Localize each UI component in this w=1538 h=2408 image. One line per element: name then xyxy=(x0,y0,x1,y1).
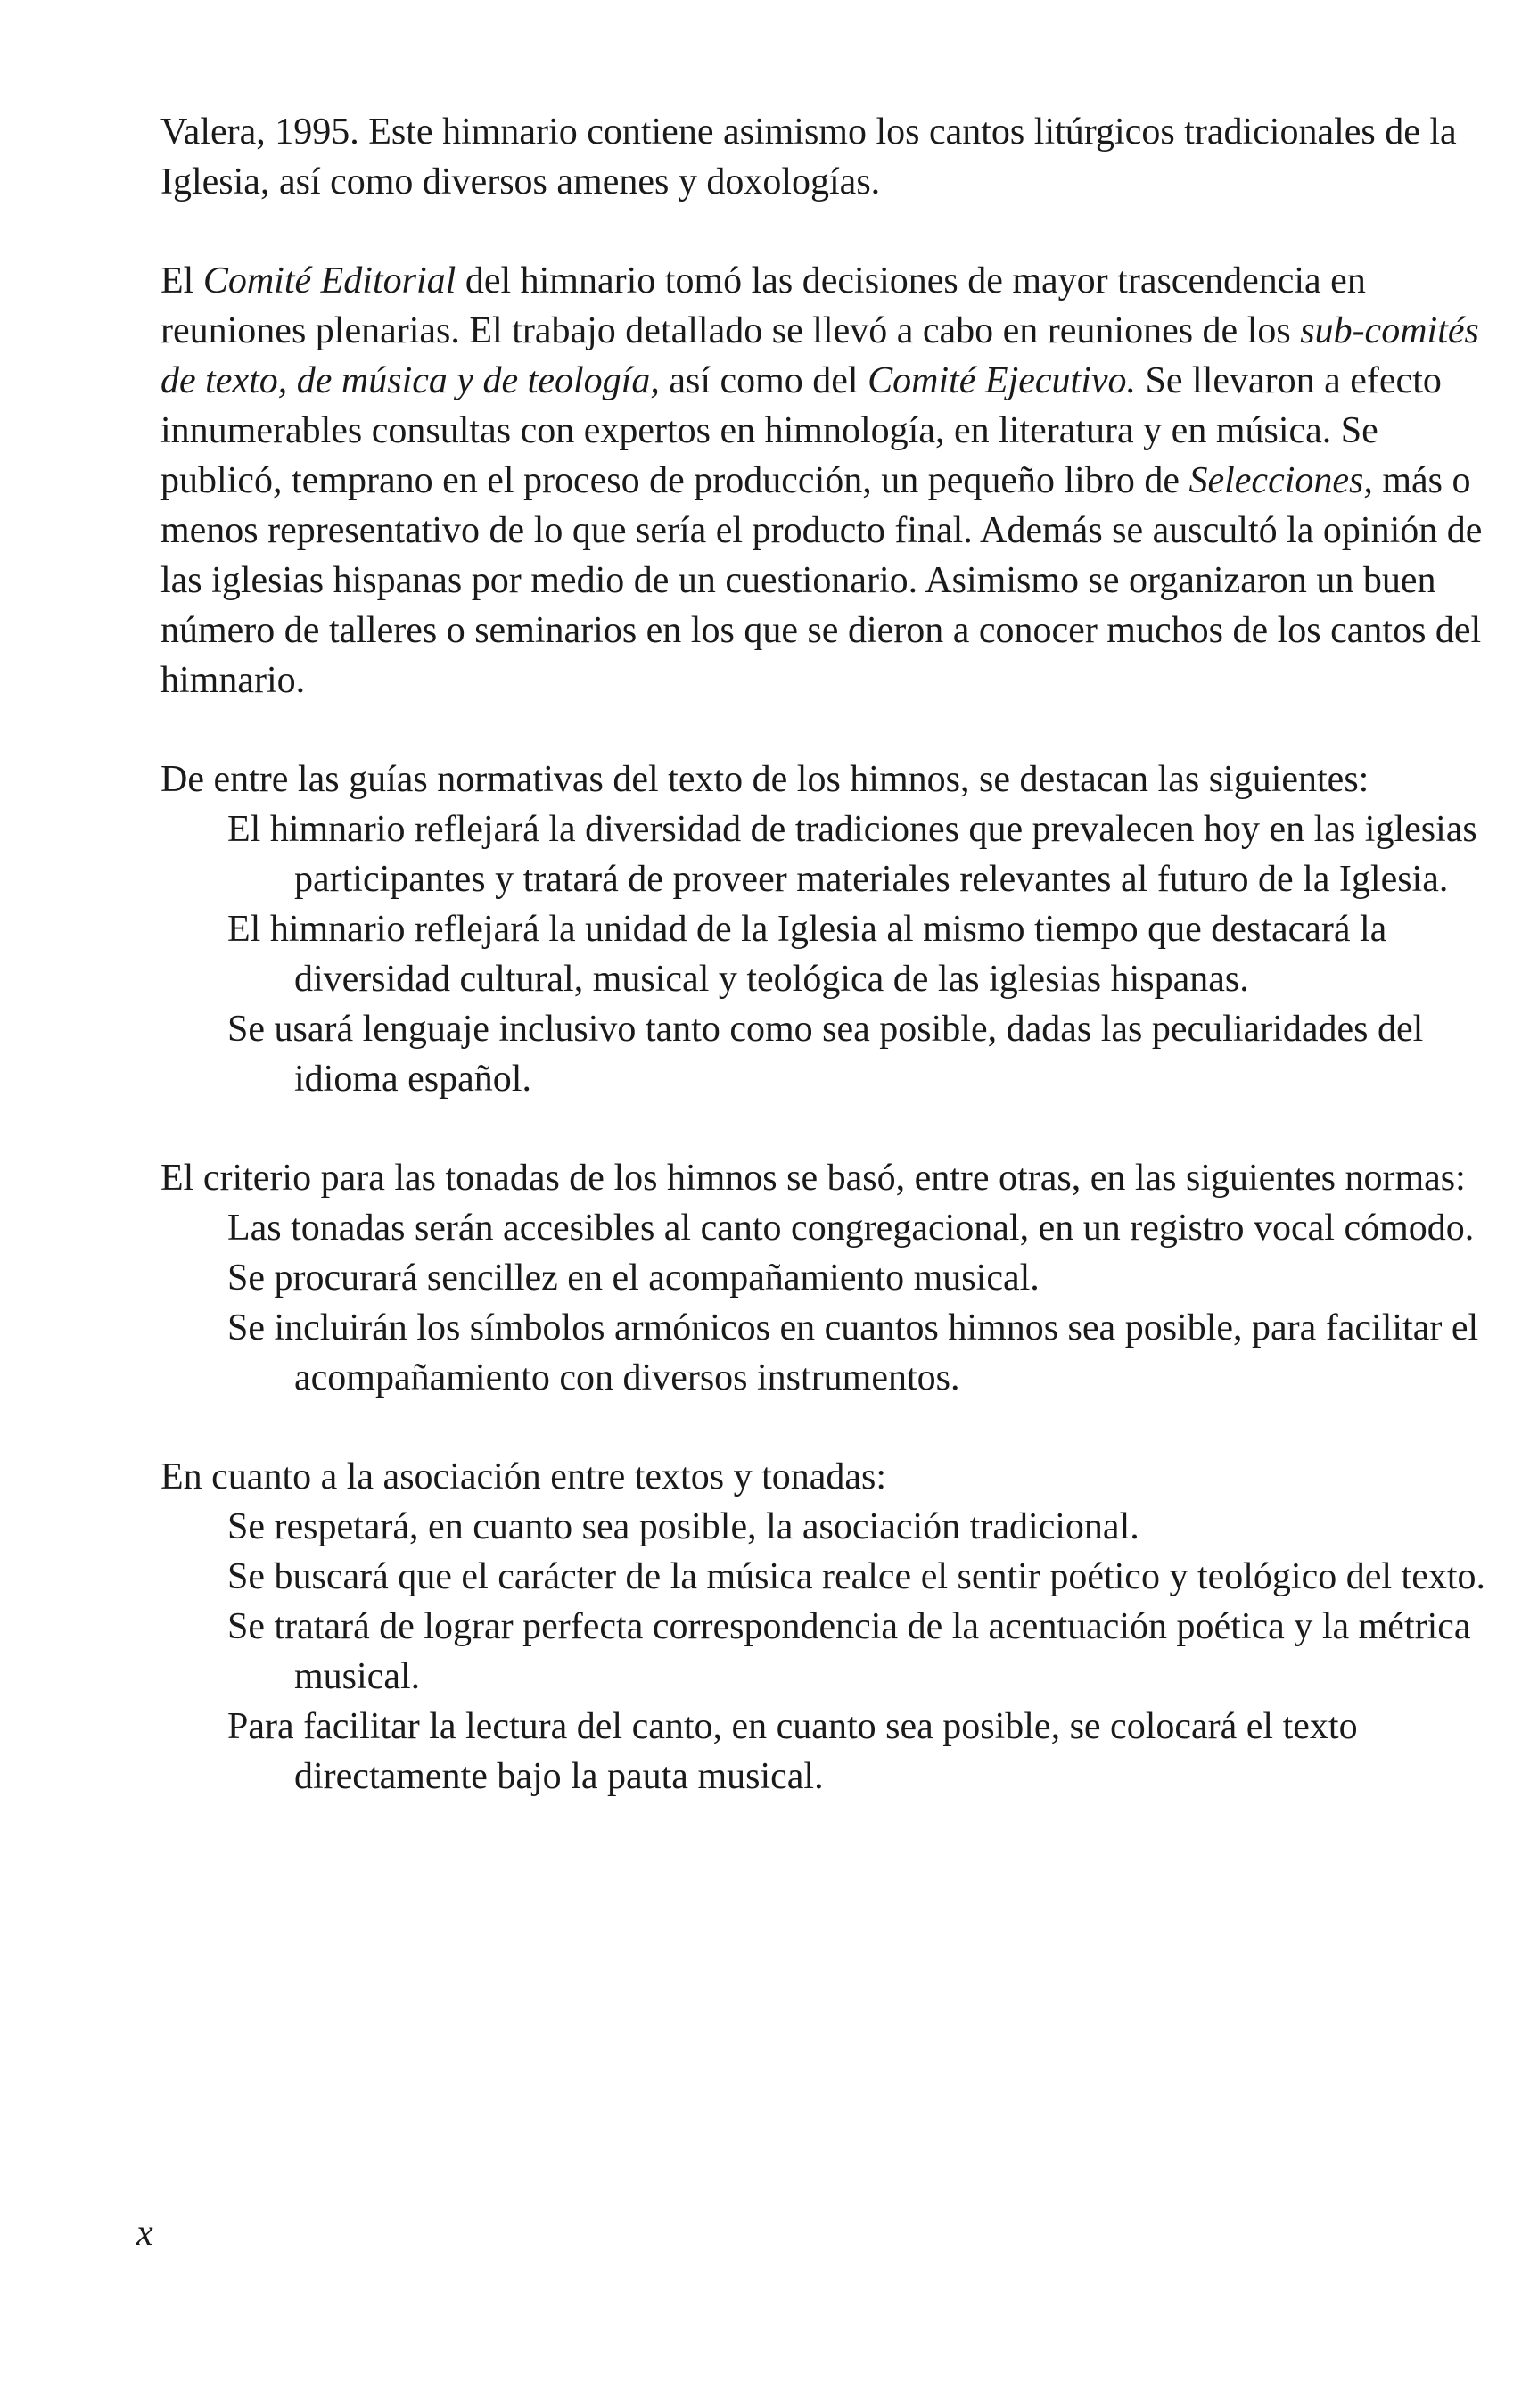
list-item xyxy=(160,1552,1489,1602)
list-item xyxy=(160,1004,1489,1104)
comite-ejecutivo-term: Comité Ejecutivo. xyxy=(868,360,1137,401)
list-item xyxy=(160,1502,1489,1552)
list-item-text: El himnario reflejará la diversidad de tradiciones que prevalecen hoy en las iglesias participantes y tratará de proveer materiales relevantes al futuro de la Iglesia. xyxy=(227,809,1477,900)
list-item-text: Las tonadas serán accesibles al canto congregacional, en un registro vocal cómodo. xyxy=(227,1208,1475,1249)
selecciones-term: Selecciones, xyxy=(1188,460,1373,501)
text-guidelines-list xyxy=(160,804,1489,1104)
tune-criteria-intro: El criterio para las tonadas de los himnos se basó, entre otras, en las siguientes normas: xyxy=(160,1158,1466,1199)
sub-comites-term: sub-comités de texto, de música y de teología, xyxy=(160,310,1479,401)
list-item xyxy=(160,904,1489,1004)
list-item xyxy=(160,1253,1489,1303)
paragraph-2-text-3: así como del xyxy=(659,360,868,401)
paragraph-2-text-4: Se llevaron a efecto innumerables consultas con expertos en himnología, en literatura y en música. Se publicó, temprano en el proceso de producción, un pequeño libro de xyxy=(160,360,1442,501)
list-item-text: Se usará lenguaje inclusivo tanto como sea posible, dadas las peculiaridades del idioma español. xyxy=(227,1009,1424,1100)
list-item xyxy=(160,1303,1489,1403)
list-item-text: Se respetará, en cuanto sea posible, la asociación tradicional. xyxy=(227,1506,1139,1547)
paragraph-2-text-1: El xyxy=(160,260,203,301)
paragraph-2-text-2: del himnario tomó las decisiones de mayor trascendencia en reuniones plenarias. El trabajo detallado se llevó a cabo en reuniones de los xyxy=(160,260,1366,351)
list-item-text: Se tratará de lograr perfecta correspondencia de la acentuación poética y la métrica musical. xyxy=(227,1606,1471,1697)
list-item-text: El himnario reflejará la unidad de la Iglesia al mismo tiempo que destacará la diversidad cultural, musical y teológica de las iglesias hispanas. xyxy=(227,909,1387,1000)
list-item-text: Para facilitar la lectura del canto, en cuanto sea posible, se colocará el texto directamente bajo la pauta musical. xyxy=(227,1706,1358,1797)
document-page xyxy=(160,107,1489,1851)
list-item-text: Se procurará sencillez en el acompañamiento musical. xyxy=(227,1258,1040,1299)
list-item xyxy=(160,1602,1489,1702)
list-item-text: Se buscará que el carácter de la música realce el sentir poético y teológico del texto. xyxy=(227,1556,1486,1597)
paragraph-1: Valera, 1995. Este himnario contiene asimismo los cantos litúrgicos tradicionales de la Iglesia, así como diversos amenes y doxologías. xyxy=(160,111,1457,202)
paragraph-2-text-5: más o menos representativo de lo que sería el producto final. Además se auscultó la opinión de las iglesias hispanas por medio de un cuestionario. Asimismo se organizaron un buen número de talleres o seminarios en los que se dieron a conocer muchos de los cantos del himnario. xyxy=(160,460,1483,701)
list-item xyxy=(160,1203,1489,1253)
list-item xyxy=(160,1702,1489,1802)
list-item xyxy=(160,804,1489,904)
text-tune-association-intro: En cuanto a la asociación entre textos y tonadas: xyxy=(160,1456,887,1497)
paragraph-2 xyxy=(160,256,1489,705)
text-guidelines-intro: De entre las guías normativas del texto de los himnos, se destacan las siguientes: xyxy=(160,759,1369,800)
text-tune-association-list xyxy=(160,1502,1489,1802)
list-item-text: Se incluirán los símbolos armónicos en cuantos himnos sea posible, para facilitar el acompañamiento con diversos instrumentos. xyxy=(227,1307,1479,1398)
comite-editorial-term: Comité Editorial xyxy=(202,260,456,301)
tune-criteria-list xyxy=(160,1203,1489,1403)
page-number: x xyxy=(136,2213,153,2254)
